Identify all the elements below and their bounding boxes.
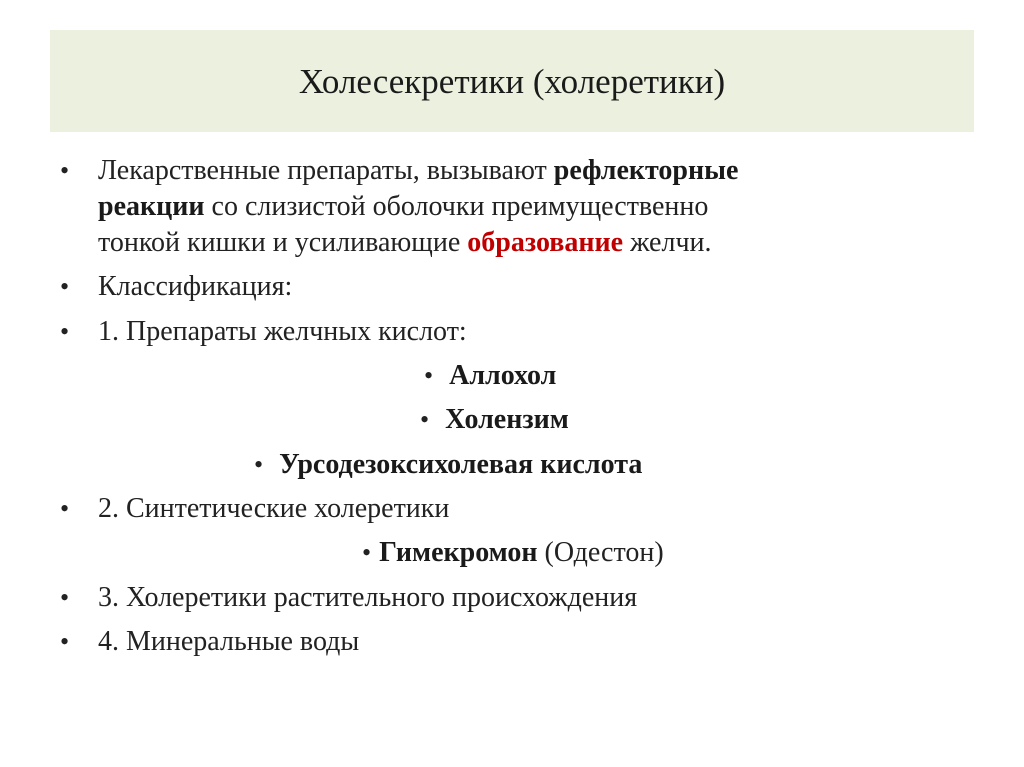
drug-name: Холензим — [445, 404, 569, 435]
classification-label: Классификация: — [98, 271, 293, 302]
group-4-label: 4. Минеральные воды — [98, 626, 360, 657]
slide-title: Холесекретики (холеретики) — [298, 61, 726, 101]
drug-name: Аллохол — [449, 360, 557, 391]
definition-accent-term: образование — [467, 227, 624, 258]
group-1-label: 1. Препараты желчных кислот: — [98, 316, 467, 347]
bullet-icon: • — [60, 156, 70, 185]
group-2-label: 2. Синтетические холеретики — [98, 493, 450, 524]
definition-bold-term: реакции — [98, 191, 205, 222]
definition-text: желчи. — [623, 227, 712, 258]
definition-text: тонкой кишки и усиливающие — [98, 227, 468, 258]
drug-name: Урсодезоксихолевая кислота — [279, 449, 643, 480]
definition-line-1 — [98, 153, 738, 188]
bullet-icon: • — [420, 405, 430, 434]
definition-text: со слизистой оболочки преимущественно — [204, 191, 709, 222]
drug-note: (Одестон) — [537, 537, 664, 568]
bullet-icon: • — [254, 450, 264, 479]
title-band — [50, 30, 974, 132]
group-3-label: 3. Холеретики растительного происхождения — [98, 582, 638, 613]
bullet-icon: • — [60, 272, 70, 301]
bullet-icon: • — [424, 361, 434, 390]
drug-item — [254, 447, 642, 482]
bullet-icon: • — [362, 538, 372, 567]
bullet-icon: • — [60, 494, 70, 523]
bullet-icon: • — [60, 627, 70, 656]
bullet-icon: • — [60, 317, 70, 346]
drug-item — [362, 535, 664, 570]
definition-line-3 — [98, 225, 712, 260]
drug-name: Гимекромон — [379, 537, 538, 568]
drug-item — [420, 402, 569, 437]
drug-item — [424, 358, 556, 393]
definition-bold-term: рефлекторные — [553, 155, 739, 186]
bullet-icon: • — [60, 583, 70, 612]
definition-line-2 — [98, 189, 708, 224]
definition-text: Лекарственные препараты, вызывают — [98, 155, 554, 186]
